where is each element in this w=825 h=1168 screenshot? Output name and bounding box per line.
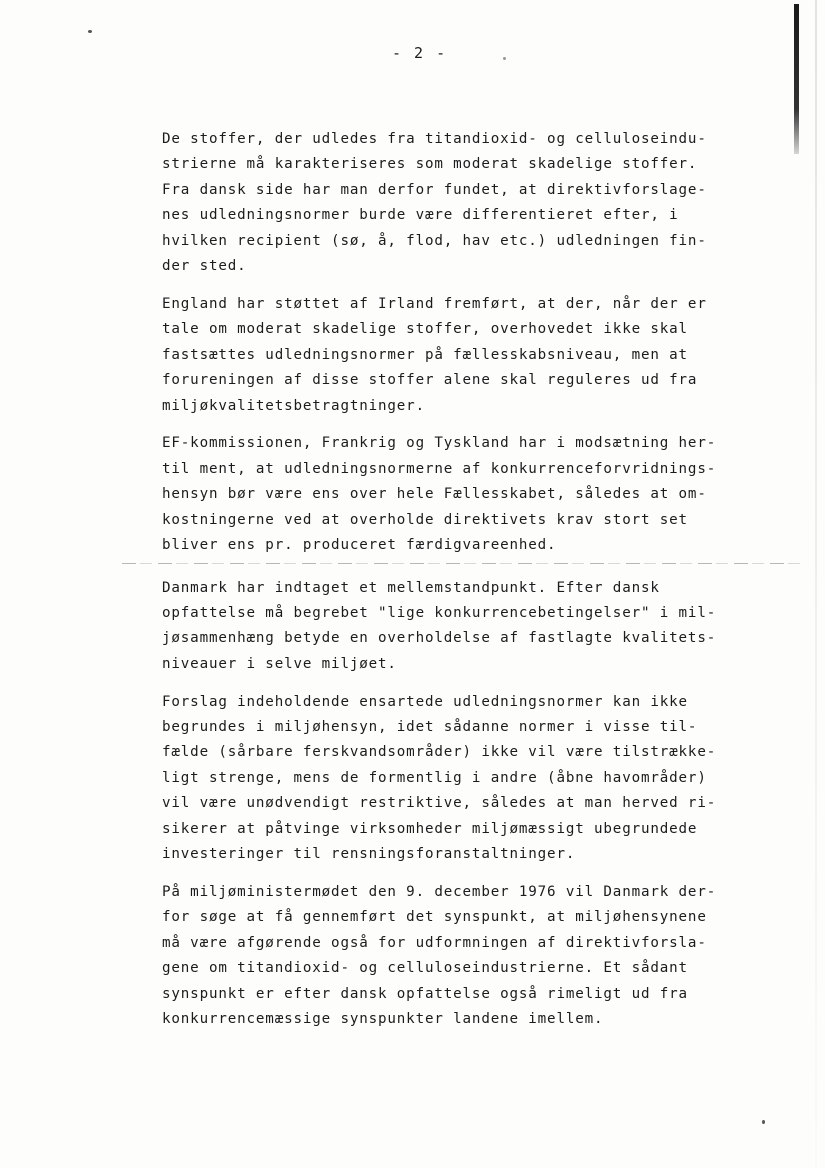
text-line: jøsammenhæng betyde en overholdelse af fastlagte kvalitets-	[162, 630, 717, 647]
scan-speck	[503, 57, 506, 60]
text-line: De stoffer, der udledes fra titandioxid- og celluloseindu-	[162, 131, 707, 147]
page-number: - 2 -	[392, 44, 448, 62]
text-line: bliver ens pr. produceret færdigvareenhed.	[162, 537, 557, 554]
text-line: Fra dansk side har man derfor fundet, at direktivforslage-	[162, 181, 707, 198]
text-line: for søge at få gennemført det synspunkt, at miljøhensynene	[162, 909, 707, 926]
text-line: begrundes i miljøhensyn, idet sådanne normer i visse til-	[162, 719, 698, 736]
paragraph-2	[162, 292, 762, 419]
scan-speck	[88, 30, 92, 33]
paragraph-1	[162, 127, 762, 279]
text-line: må være afgørende også for udformningen af direktivforsla-	[162, 934, 707, 951]
text-line: På miljøministermødet den 9. december 1976 vil Danmark der-	[162, 883, 717, 900]
text-line: Forslag indeholdende ensartede udledningsnormer kan ikke	[162, 693, 688, 710]
text-line: kostningerne ved at overholde direktivets krav stort set	[162, 511, 688, 528]
text-line: til ment, at udledningsnormerne af konkurrenceforvridnings-	[162, 460, 717, 477]
text-line: nes udledningsnormer burde være differentieret efter, i	[162, 207, 679, 224]
text-line: fastsættes udledningsnormer på fællesskabsniveau, men at	[162, 346, 688, 363]
text-line: EF-kommissionen, Frankrig og Tyskland har i modsætning her-	[162, 435, 717, 452]
text-line: fælde (sårbare ferskvandsområder) ikke vil være tilstrække-	[162, 744, 717, 761]
section-divider	[122, 563, 802, 564]
text-line: opfattelse må begrebet "lige konkurrencebetingelser" i mil-	[162, 604, 717, 621]
paragraph-4	[162, 576, 762, 678]
text-line: der sted.	[162, 258, 247, 275]
scan-speck	[762, 1120, 765, 1124]
paragraph-3	[162, 431, 762, 558]
text-line: vil være unødvendigt restriktive, således at man herved ri-	[162, 795, 717, 812]
text-line: konkurrencemæssige synspunkter landene imellem.	[162, 1011, 604, 1027]
text-line: strierne må karakteriseres som moderat skadelige stoffer.	[162, 156, 698, 173]
text-line: ligt strenge, mens de formentlig i andre (åbne havområder)	[162, 769, 707, 786]
scan-edge-shadow	[815, 0, 817, 1168]
text-line: forureningen af disse stoffer alene skal reguleres ud fra	[162, 372, 698, 389]
text-line: tale om moderat skadelige stoffer, overhovedet ikke skal	[162, 321, 688, 338]
text-line: miljøkvalitetsbetragtninger.	[162, 397, 425, 414]
text-line: sikerer at påtvinge virksomheder miljømæssigt ubegrundede	[162, 820, 698, 837]
paragraph-6	[162, 880, 762, 1032]
paragraph-5	[162, 690, 762, 868]
text-line: England har støttet af Irland fremført, at der, når der er	[162, 295, 707, 312]
text-line: niveauer i selve miljøet.	[162, 655, 397, 672]
text-line: hvilken recipient (sø, å, flod, hav etc.) udledningen fin-	[162, 232, 707, 249]
text-line: synspunkt er efter dansk opfattelse også rimeligt ud fra	[162, 985, 688, 1002]
text-line: investeringer til rensningsforanstaltninger.	[162, 846, 576, 863]
document-body	[162, 127, 762, 1045]
text-line: Danmark har indtaget et mellemstandpunkt. Efter dansk	[162, 579, 660, 596]
text-line: gene om titandioxid- og celluloseindustrierne. Et sådant	[162, 960, 688, 977]
text-line: hensyn bør være ens over hele Fællesskabet, således at om-	[162, 486, 707, 503]
scan-edge-mark	[794, 4, 799, 154]
